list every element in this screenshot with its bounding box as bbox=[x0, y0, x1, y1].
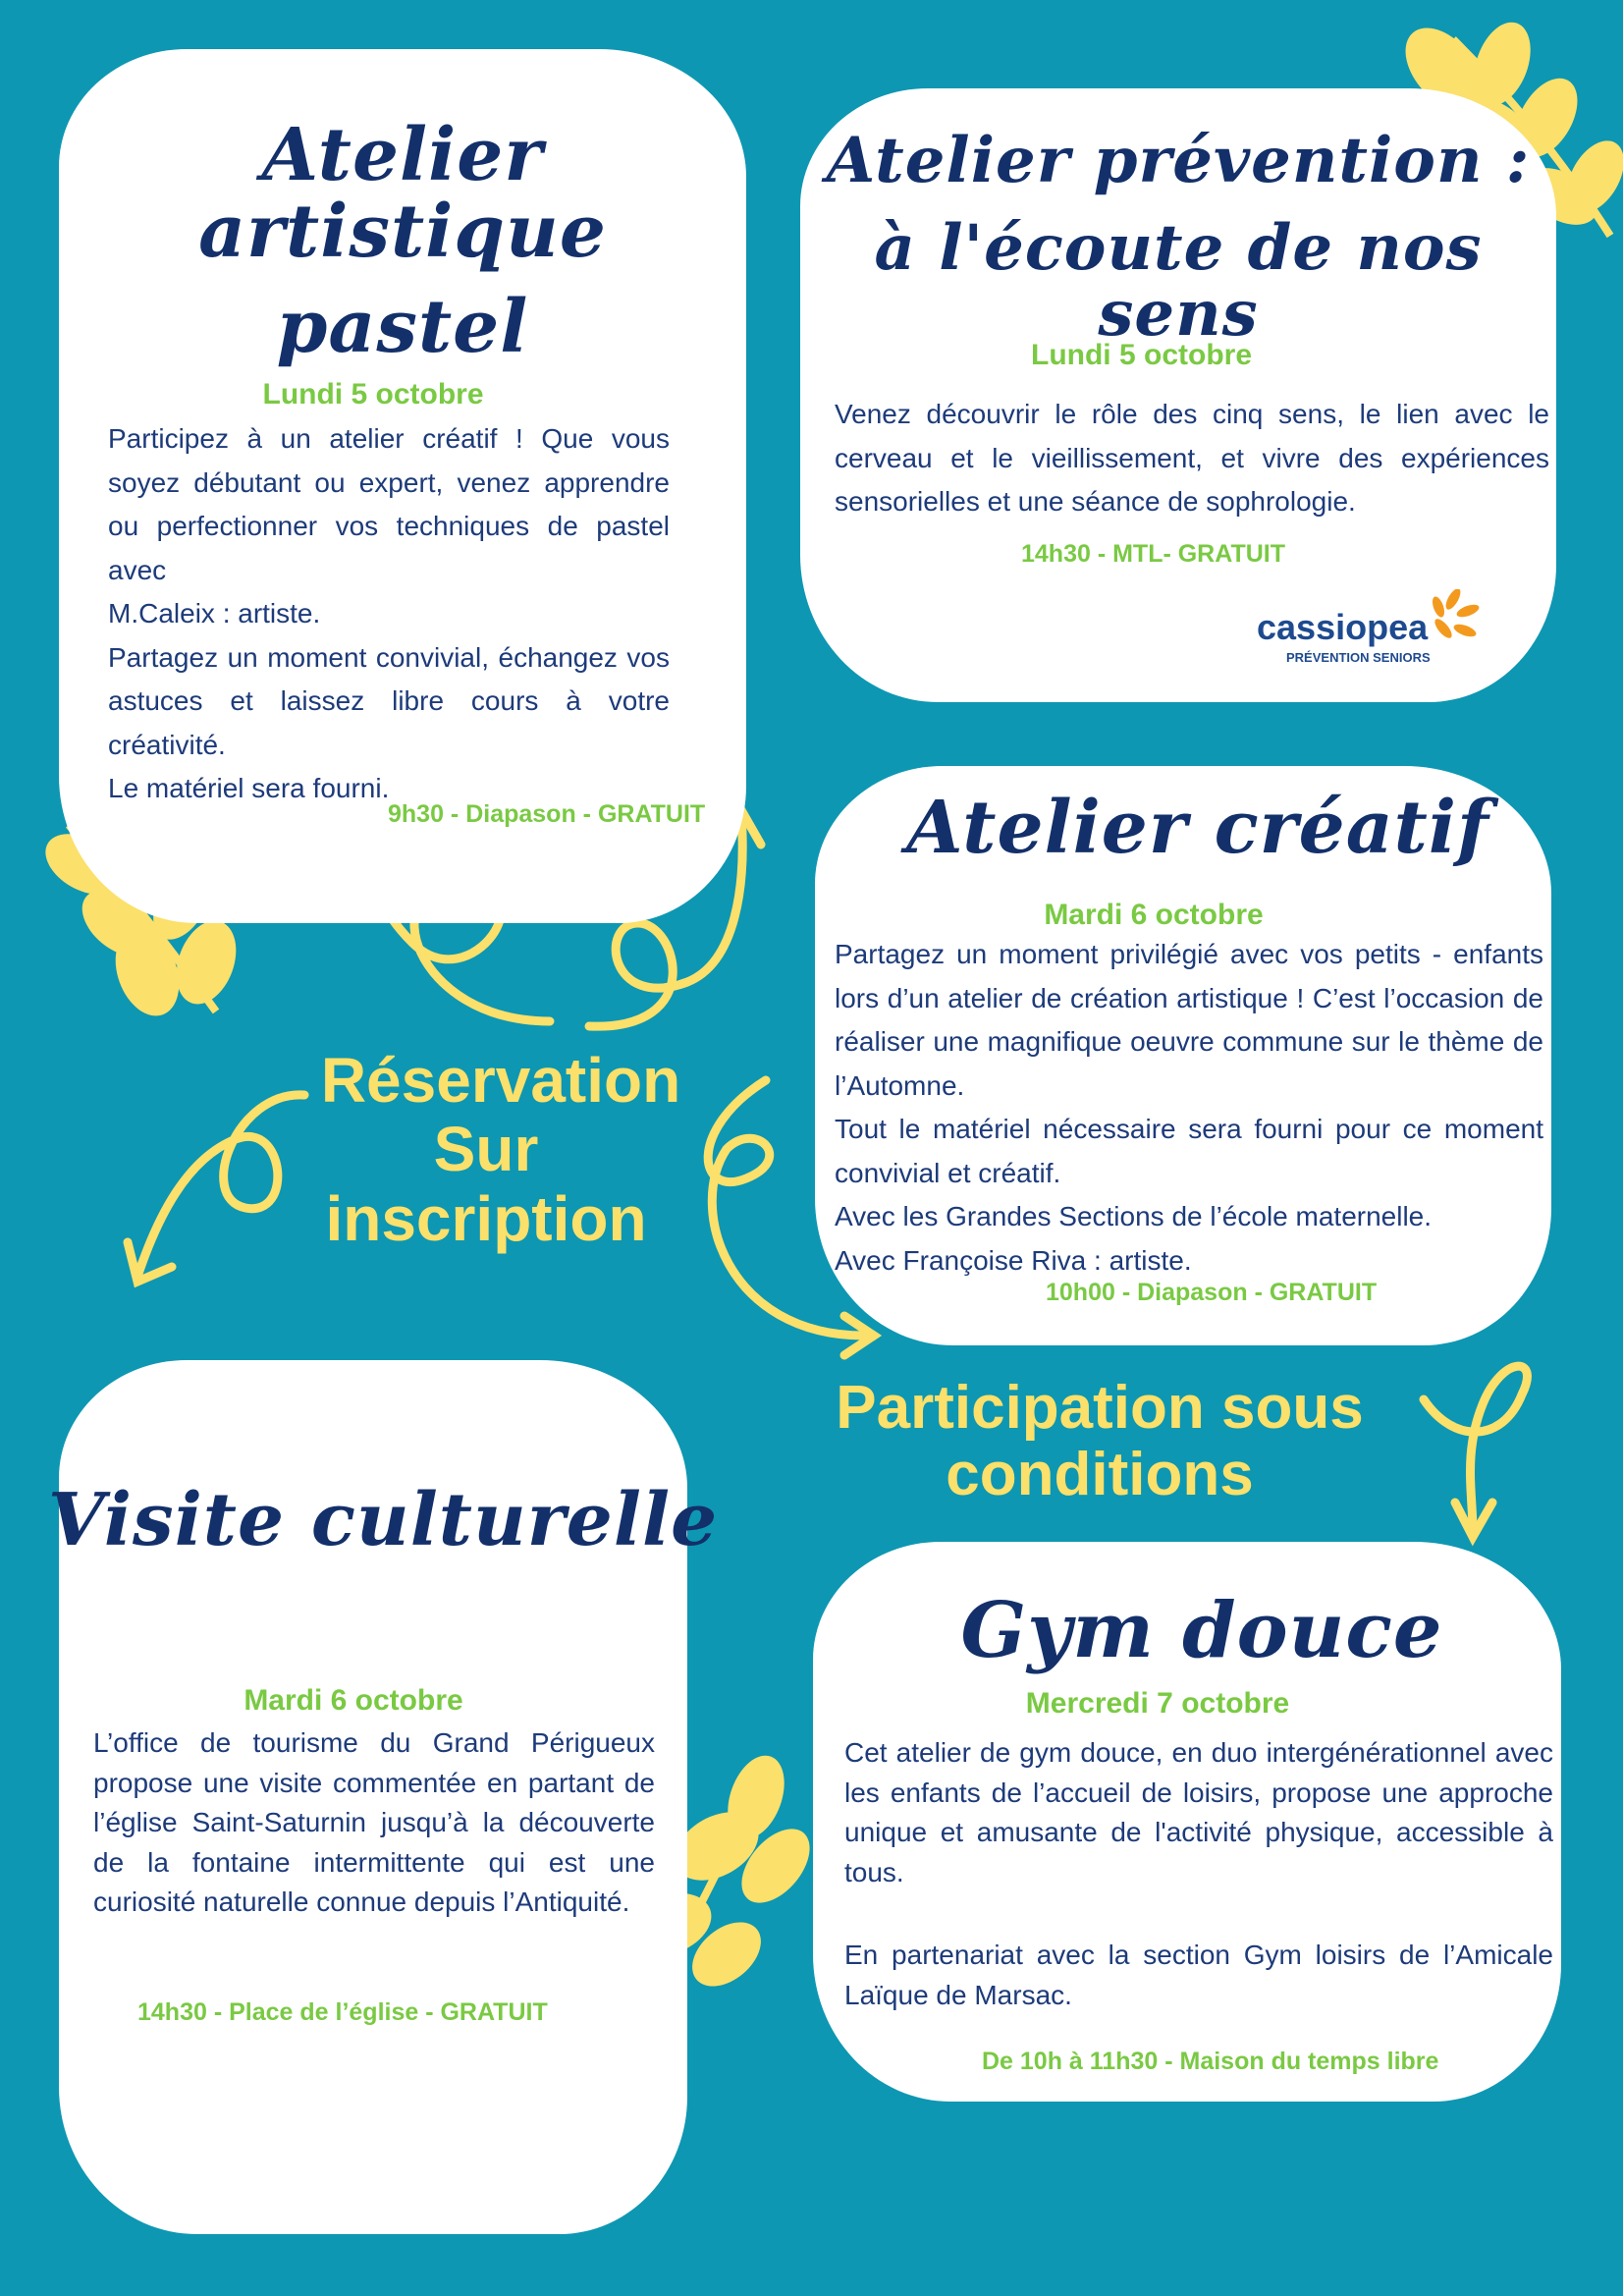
reservation-line: inscription bbox=[325, 1182, 647, 1254]
paragraph: Cet atelier de gym douce, en duo intergénérationnel avec les enfants de l’accueil de loisirs, propose une approche unique et amusante de l'activité physique, accessible à tous. bbox=[844, 1737, 1553, 1887]
title-line: à l'écoute de nos sens bbox=[874, 211, 1483, 352]
card-date: Mercredi 7 octobre bbox=[1025, 1687, 1290, 1720]
card-date: Mardi 6 octobre bbox=[1044, 899, 1264, 931]
card-date: Mardi 6 octobre bbox=[243, 1684, 463, 1717]
paragraph: Partagez un moment convivial, échangez vos astuces et laissez libre cours à votre créativité. bbox=[108, 641, 670, 760]
card-description bbox=[835, 393, 1549, 524]
card-title bbox=[59, 113, 746, 370]
title-line: pastel bbox=[276, 285, 529, 370]
title-line: Atelier artistique bbox=[198, 113, 607, 274]
reservation-line: Réservation bbox=[320, 1045, 681, 1116]
participation-line: conditions bbox=[946, 1441, 1254, 1509]
card-date: Lundi 5 octobre bbox=[262, 378, 484, 410]
card-visite bbox=[47, 1360, 719, 2234]
card-pastel bbox=[59, 49, 746, 923]
card-title: Atelier créatif bbox=[906, 786, 1489, 870]
card-prevention bbox=[800, 88, 1556, 702]
paragraph: Venez découvrir le rôle des cinq sens, le lien avec le cerveau et le vieillissement, et vivre des expériences sensorielles et une séance de sophrologie. bbox=[835, 399, 1549, 517]
paragraph: L’office de tourisme du Grand Périgueux propose une visite commentée en partant de l’église Saint-Saturnin jusqu’à la découverte de la fontaine intermittente qui est une curiosité naturelle connue depuis l’Antiquité. bbox=[93, 1727, 655, 1917]
card-description bbox=[108, 417, 670, 811]
logo-subtitle: PRÉVENTION SENIORS bbox=[1286, 650, 1431, 665]
card-date: Lundi 5 octobre bbox=[1031, 339, 1252, 371]
paragraph: Partagez un moment privilégié avec vos petits - enfants lors d’un atelier de création artistique ! C’est l’occasion de réaliser une magnifique oeuvre commune sur le thème de l’Automne. bbox=[835, 939, 1543, 1101]
card-schedule: 14h30 - MTL- GRATUIT bbox=[1021, 540, 1285, 568]
card-schedule: 9h30 - Diapason - GRATUIT bbox=[388, 800, 706, 828]
paragraph: Avec les Grandes Sections de l’école maternelle. bbox=[835, 1201, 1433, 1231]
card-description bbox=[93, 1723, 655, 1923]
paragraph: En partenariat avec la section Gym loisirs de l’Amicale Laïque de Marsac. bbox=[844, 1940, 1553, 2010]
card-schedule: 14h30 - Place de l’église - GRATUIT bbox=[137, 1998, 548, 2026]
participation-heading bbox=[785, 1375, 1414, 1508]
paragraph: Participez à un atelier créatif ! Que vous soyez débutant ou expert, venez apprendre ou perfectionner vos techniques de pastel avec bbox=[108, 423, 670, 585]
reservation-line: Sur bbox=[433, 1114, 539, 1185]
paragraph: Avec Françoise Riva : artiste. bbox=[835, 1244, 1192, 1276]
card-title: Gym douce bbox=[960, 1586, 1443, 1675]
cassiopea-logo bbox=[1257, 589, 1473, 668]
card-creatif bbox=[815, 766, 1551, 1345]
reservation-heading bbox=[285, 1046, 717, 1253]
paragraph: Tout le matériel nécessaire sera fourni pour ce moment convivial et créatif. bbox=[835, 1114, 1543, 1188]
card-gym bbox=[813, 1542, 1561, 2102]
participation-line: Participation sous bbox=[836, 1374, 1364, 1442]
card-title: Visite culturelle bbox=[47, 1478, 719, 1562]
paragraph: Le matériel sera fourni. bbox=[108, 773, 390, 803]
card-description bbox=[835, 933, 1543, 1283]
logo-name: cassiopea bbox=[1257, 607, 1429, 647]
paragraph: M.Caleix : artiste. bbox=[108, 598, 321, 629]
card-title bbox=[800, 124, 1556, 352]
card-description bbox=[844, 1733, 1553, 2015]
card-schedule: 10h00 - Diapason - GRATUIT bbox=[1046, 1279, 1378, 1306]
title-line: Atelier prévention : bbox=[826, 124, 1531, 197]
card-schedule: De 10h à 11h30 - Maison du temps libre bbox=[982, 2048, 1439, 2075]
paragraph-gap bbox=[844, 1892, 1553, 1936]
